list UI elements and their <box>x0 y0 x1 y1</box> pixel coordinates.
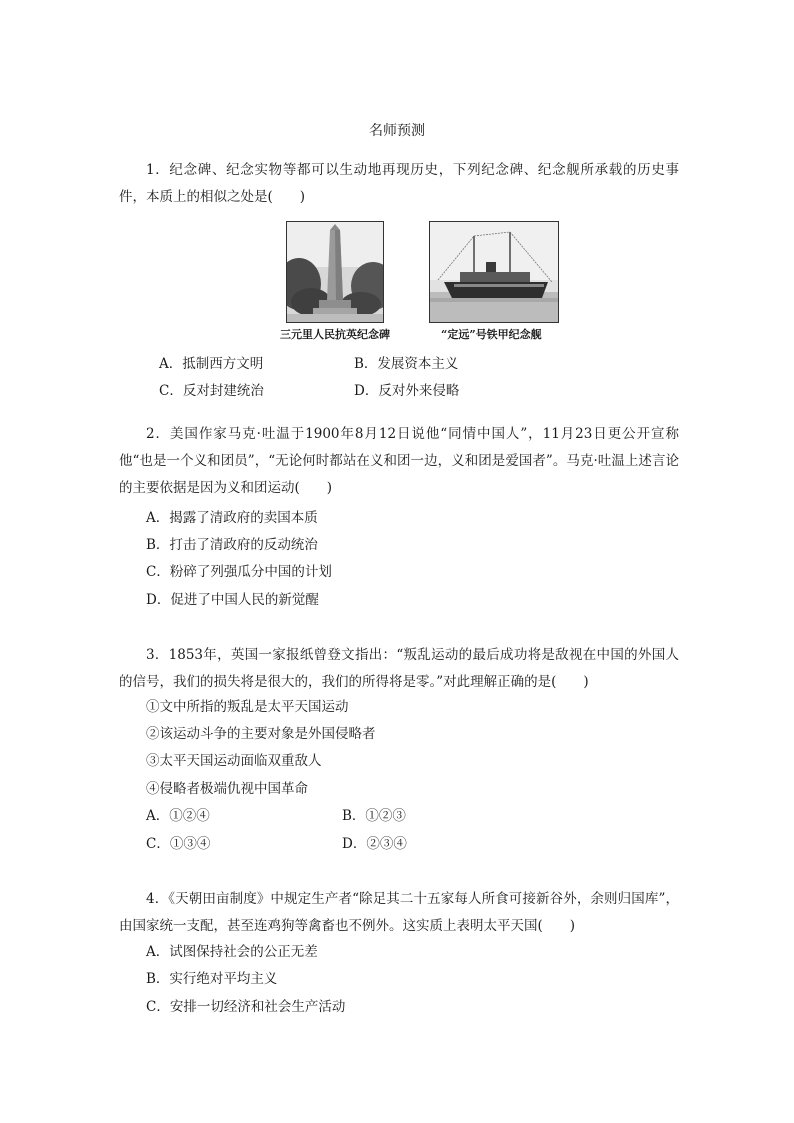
question-4-option-a: A．试图保持社会的公正无差 <box>146 944 318 960</box>
question-3-statement-4: ④侵略者极端仇视中国革命 <box>146 781 308 797</box>
question-4-option-c: C．安排一切经济和社会生产活动 <box>146 999 346 1015</box>
warship-photo <box>429 221 559 323</box>
question-3-option-a: A．①②④ <box>146 808 210 824</box>
monument-caption: 三元里人民抗英纪念碑 <box>280 328 390 341</box>
question-3-statement-2: ②该运动斗争的主要对象是外国侵略者 <box>146 726 376 742</box>
question-1-option-a: A．抵制西方文明 <box>159 356 264 372</box>
question-3-statement-3: ③太平天国运动面临双重敌人 <box>146 753 322 769</box>
page-title: 名师预测 <box>369 123 425 139</box>
question-3-option-c: C．①③④ <box>146 836 211 852</box>
question-2-option-a: A．揭露了清政府的卖国本质 <box>146 510 318 526</box>
question-4-stem: 4．《天朝田亩制度》中规定生产者“除足其二十五家每人所食可接新谷外，余则归国库”，由国家统一支配，甚至连鸡狗等禽畜也不例外。这实质上表明太平天国( ) <box>119 891 679 934</box>
question-2-option-b: B．打击了清政府的反动统治 <box>146 537 318 553</box>
question-2-option-d: D．促进了中国人民的新觉醒 <box>146 592 319 608</box>
question-3-statement-1: ①文中所指的叛乱是太平天国运动 <box>146 699 349 715</box>
question-1-option-d: D．反对外来侵略 <box>354 383 460 399</box>
question-4-option-b: B．实行绝对平均主义 <box>146 971 278 987</box>
warship-caption: “定远”号铁甲纪念舰 <box>441 328 542 341</box>
monument-image <box>287 222 383 322</box>
question-3-option-b: B．①②③ <box>342 808 406 824</box>
question-2-stem: 2．美国作家马克·吐温于1900年8月12日说他“同情中国人”，11月23日更公开宣称他“也是一个义和团员”，“无论何时都站在义和团一边，义和团是爱国者”。马克·吐温上述言论的主要依据是因为义和团运动( ) <box>119 426 679 496</box>
warship-image <box>430 222 558 322</box>
question-3-stem: 3．1853年，英国一家报纸曾登文指出：“叛乱运动的最后成功将是敌视在中国的外国人的信号，我们的损失将是很大的，我们的所得将是零。”对此理解正确的是( ) <box>119 647 679 690</box>
question-1-stem: 1．纪念碑、纪念实物等都可以生动地再现历史，下列纪念碑、纪念舰所承载的历史事件，本质上的相似之处是( ) <box>119 162 679 205</box>
question-2-option-c: C．粉碎了列强瓜分中国的计划 <box>146 564 332 580</box>
monument-photo <box>286 221 384 323</box>
question-1-option-b: B．发展资本主义 <box>354 356 459 372</box>
question-3-option-d: D．②③④ <box>342 836 407 852</box>
question-1-option-c: C．反对封建统治 <box>159 383 264 399</box>
